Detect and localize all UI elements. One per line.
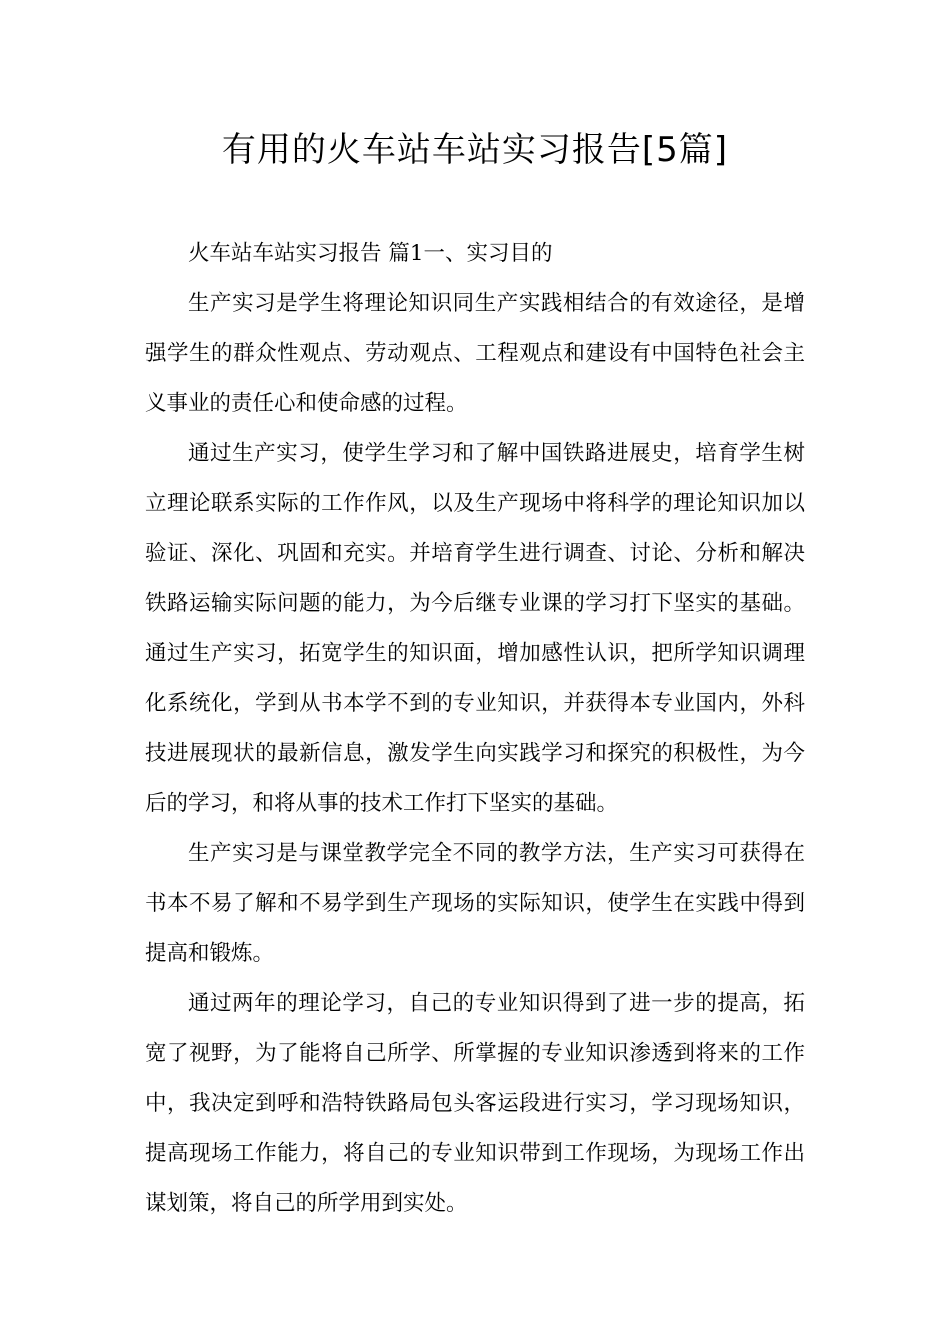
document-title: 有用的火车站车站实习报告[5篇] [221,130,729,170]
paragraph: 生产实习是与课堂教学完全不同的教学方法，生产实习可获得在书本不易了解和不易学到生产现场的实际知识，使学生在实践中得到提高和锻炼。 [145,841,805,966]
section-heading: 火车站车站实习报告 篇1一、实习目的 [188,241,553,266]
document-body [145,229,805,1229]
paragraph: 通过生产实习，使学生学习和了解中国铁路进展史，培育学生树立理论联系实际的工作作风，以及生产现场中将科学的理论知识加以验证、深化、巩固和充实。并培育学生进行调查、讨论、分析和解决铁路运输实际问题的能力，为今后继专业课的学习打下坚实的基础。通过生产实习，拓宽学生的知识面，增加感性认识，把所学知识调理化系统化，学到从书本学不到的专业知识，并获得本专业国内，外科技进展现状的最新信息，激发学生向实践学习和探究的积极性，为今后的学习，和将从事的技术工作打下坚实的基础。 [145,441,805,816]
paragraph: 生产实习是学生将理论知识同生产实践相结合的有效途径，是增强学生的群众性观点、劳动观点、工程观点和建设有中国特色社会主义事业的责任心和使命感的过程。 [145,291,805,416]
paragraph: 通过两年的理论学习，自己的专业知识得到了进一步的提高，拓宽了视野，为了能将自己所学、所掌握的专业知识渗透到将来的工作中，我决定到呼和浩特铁路局包头客运段进行实习，学习现场知识，提高现场工作能力，将自己的专业知识带到工作现场，为现场工作出谋划策，将自己的所学用到实处。 [145,991,805,1216]
